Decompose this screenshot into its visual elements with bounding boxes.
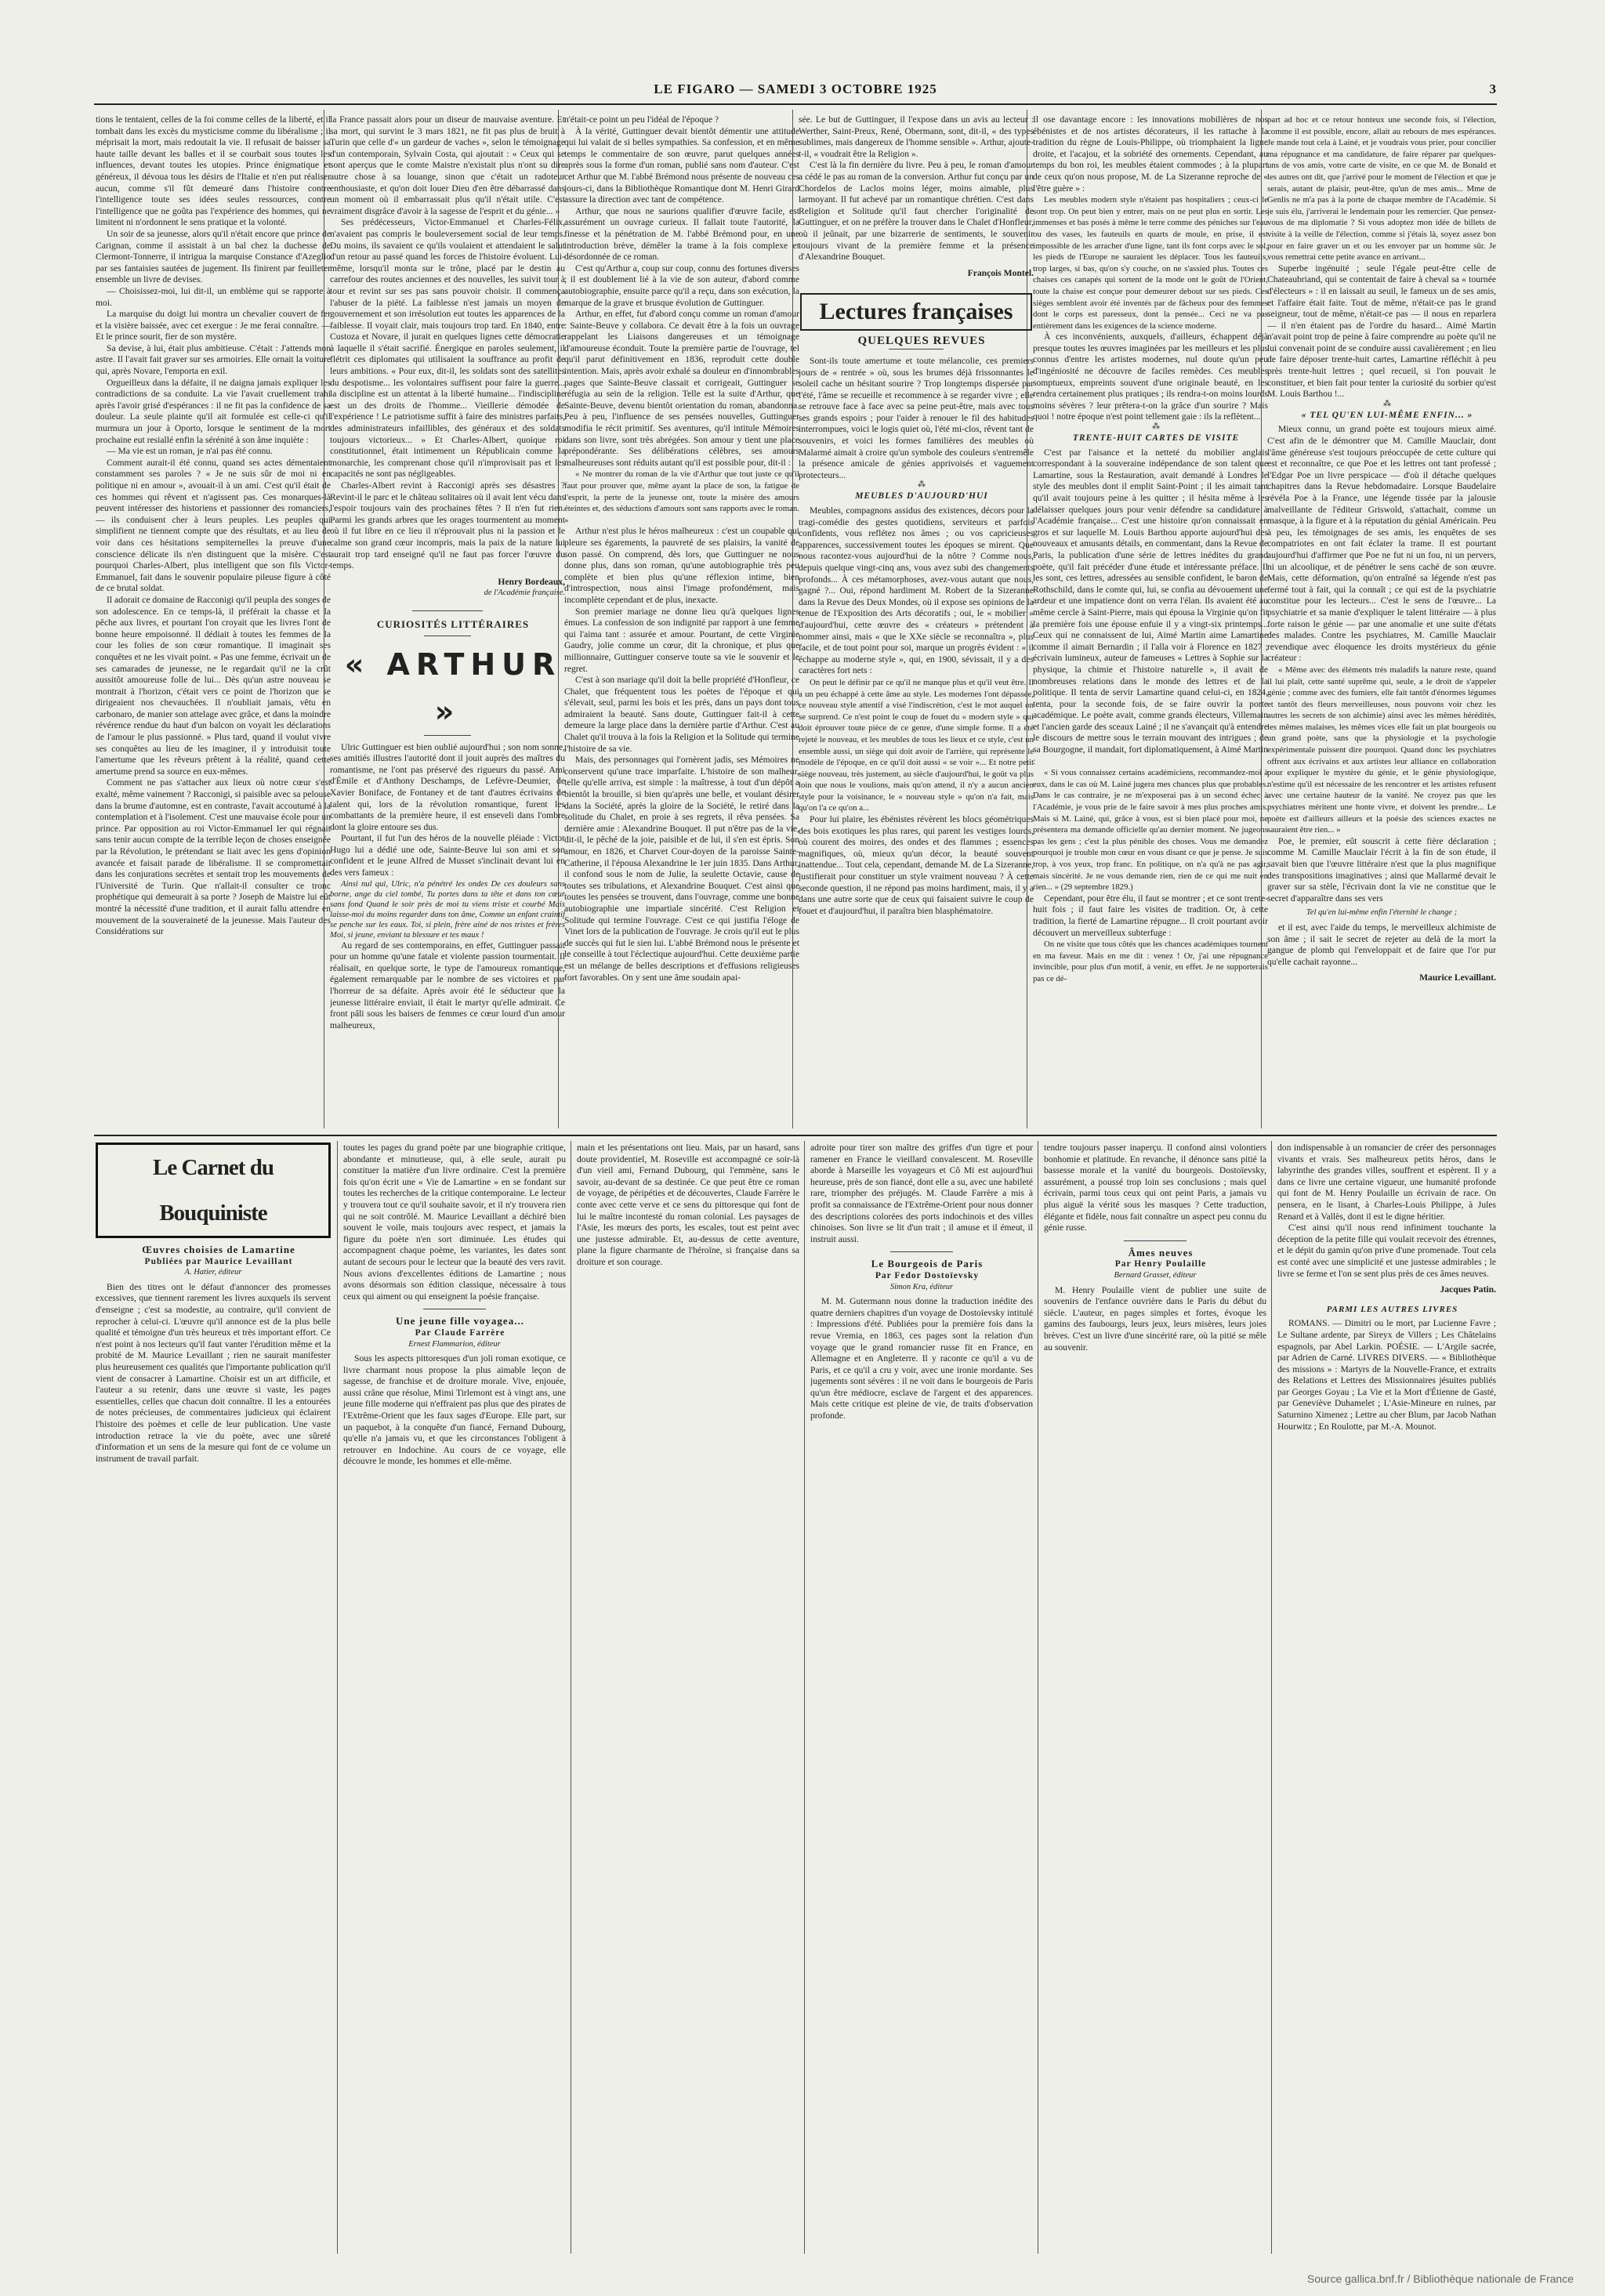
paragraph: C'est là la fin dernière du livre. Peu à peu, le roman d'amour a cédé le pas au roman de la conversion. Arthur fut conçu par un Chordelos de Laclos moins léger, moins aimable, plus larmoyant. Il fut achevé par un romantique chrétien. C'est dans Religion et Solitude qu'il faut chercher l'originalité de Guttinguer, et on ne préfère la trouver dans le Chalet d'Honfleur, où il jeûnait, par une bizarrerie de sentiments, le souvenir toujours vivant de la première femme et la présence d'Alexandrine Bouquet. <box>799 160 1034 263</box>
author-signature: François Montel. <box>967 267 1034 278</box>
paragraph: adroite pour tirer son maître des griffes d'un tigre et pour ramener en France le vieillard convalescent. M. Roseville aborde à Marseille les voyageurs et Cô Mi est aujourd'hui heureuse, près de son fiancé, dont elle a su, avec une habileté rare, triompher des préjugés. M. Claude Farrère a mis à profit sa connaissance de l'Extrême-Orient pour nous donner des descriptions colorées des ports indochinois et des villes chinoises. Son livre se lit d'un trait ; il amuse et il émeut, il instruit aussi. <box>810 1143 1033 1244</box>
paragraph: À ces inconvénients, auxquels, d'ailleurs, échappent déjà presque toutes les œuvres imaginées par les meilleurs et les plus connus d'entre les artistes modernes, nul doute qu'un peu d'ingéniosité ne découvre de faciles remèdes. Ces meubles somptueux, empreints souvent d'une originale beauté, en les rendra certainement plus pratiques ; ils rendra-t-on moins lourds moins sévères ? leur prêtera-t-on la grâce d'un sourire ? Mais quoi ! notre époque n'est point tellement gaie : ils la reflètent... <box>1033 331 1268 422</box>
book-publisher: Ernest Flammarion, éditeur <box>408 1339 501 1349</box>
paragraph: C'est ainsi qu'il nous rend infiniment touchante la déception de la petite fille qui voulait recevoir des étrennes, et le dépit du gamin qu'on prive d'une promenade. Tout cela est conté avec une simplicité et une justesse admirables ; le livre se ferme et l'on se sent plus près de ces âmes neuves. <box>1277 1222 1496 1279</box>
paragraph: M. M. Gutermann nous donne la traduction inédite des quatre derniers chapitres d'un voyage de Dostoïevsky intitulé : Impressions d'été. Publiées pour la première fois dans la revue Vremia, en 1863, ces pages sont la relation d'un voyage que le grand romancier russe fit en France, en Allemagne et en Angleterre. Il y raconte ce qu'il a vu de Paris, et ce qu'il a cru y voir, avec une ironie mordante. Ses jugements sont sévères : il ne voit dans le bourgeois de Paris qu'un être médiocre, esclave de l'argent et des apparences. Mais cette critique est pleine de vie, de traits d'observation profonde. <box>810 1296 1033 1421</box>
column-divider <box>1271 1141 1272 2254</box>
separator-stars: ⁂ <box>1383 399 1391 408</box>
paragraph: don indispensable à un romancier de créer des personnages vivants et vrais. Ses malheureux petits héros, dans le labyrinthe des grandes villes, souffrent et espèrent. Il y a dans ce livre une certaine vigueur, une humanité profonde qui font de M. Henry Poulaille un écrivain de race. On pensera, en le lisant, à Charles-Louis Philippe, à Jules Renard et à Vallès, dont il est le digne héritier. <box>1277 1143 1496 1222</box>
paragraph: C'est à son mariage qu'il doit la belle propriété d'Honfleur, ce Chalet, que fréquentent tous les poètes de l'époque et qui s'élevait, seul, parmi les bois et les prés, dans un pays dont tous admiraient la beauté. Sans doute, Guttinguer fait-il à cette demeure la large place dans la dernière partie d'Arthur. C'est au Chalet qu'il trouva à la fois la Religion et la Solitude qui termine l'histoire de sa vie. <box>564 675 799 754</box>
author-signature: Maurice Levaillant. <box>1419 972 1496 983</box>
paragraph: Pourtant, il fut l'un des héros de la nouvelle pléiade : Victor Hugo lui a dédié une ode, Sainte-Beuve lui son ami et son confident et le jeune Alfred de Musset s'inclinait devant lui en des vers fameux : <box>330 833 565 878</box>
article-column-2 <box>330 114 565 1125</box>
book-publisher: Bernard Grasset, éditeur <box>1114 1270 1197 1280</box>
header-rule <box>94 103 1497 105</box>
column-divider <box>337 1141 338 2254</box>
paragraph: Sous les aspects pittoresques d'un joli roman exotique, ce livre charmant nous propose la plus aimable leçon de sagesse, de franchise et de droiture morale. Vive, enjouée, aussi crâne que résolue, Mimi Tirlemont est à vingt ans, une jeune fille moderne qui n'effraient pas plus que des pirates de l'Extrême-Orient que les faux sages d'Europe. Elle part, sur un paquebot, à la conquête d'un fiancé, Fernand Dubourg, qu'elle n'a jamais vu, et que les circonstances l'obligent à retrouver en Indochine. Au cours de ce voyage, elle découvre le monde, les hommes et elle-même. <box>343 1353 566 1467</box>
paragraph: main et les présentations ont lieu. Mais, par un hasard, sans doute providentiel, M. Roseville est accompagné ce soir-là d'un vieil ami, Fernand Dubourg, qui l'emmène, sans le savoir, au-devant de sa destinée. Ce que peut être ce roman de voyage, de péripéties et de découvertes, Claude Farrère le conte avec cette verve et ce sens du pittoresque qui font de lui le maître incontesté du roman colonial. Les paysages de l'Asie, les mœurs des ports, les escales, tout est peint avec une justesse admirable. Et, au-dessus de cette aventure, plane la figure charmante de l'héroïne, si française dans sa droiture et son courage. <box>577 1143 799 1267</box>
section-heading: PARMI LES AUTRES LIVRES <box>1326 1304 1458 1314</box>
paragraph: C'est qu'Arthur a, coup sur coup, connu des fortunes diverses ; il est doublement lié à la vie de son auteur, d'abord comme autobiographie, ensuite parce qu'il a reçu, dans son exécution, la marque de la grave et brusque évolution de Guttinguer. <box>564 263 799 308</box>
paragraph: Arthur, en effet, fut d'abord conçu comme un roman d'amour : Sainte-Beuve y collabora. Ce devait être à la fois un ouvrage rappelant les Liaisons dangereuses et un témoignage d'amoureuse éconduit. Toute la première partie de l'ouvrage, tel qu'il parut définitivement en 1836, reproduit cette double intention. Mais, après avoir exhalé sa douleur en d'innombrables pages que Sainte-Beuve classait et corrigeait, Guttinguer se réfugia au sein de la religion. Telle est la suite d'Arthur, que Sainte-Beuve, devenu bientôt orientation du roman, abandonna. Peu à peu, l'influence de ses pensées nouvelles, Guttinguer modifia le récit primitif. Ses aventures, qu'il intitule Mémoires dans son livre, sont très abrégées. Son amour y tient une place prépondérante. Ses délibérations célèbres, ses amours malheureuses sont réduits autant qu'il est possible pour, dit-il : <box>564 309 799 468</box>
carnet-banner <box>96 1143 331 1238</box>
paragraph: C'est par l'aisance et la netteté du mobilier anglais correspondant à la souveraine indépendance de son talent que Lamartine, sous la Restauration, avait demandé à Londres le style des meubles dont il emplit Saint-Point ; il les aimait tant qu'il avait toujours peine à les quitter ; il hésita même à les délaisser quelques jours pour venir défendre sa candidature à l'Académie française... C'est une histoire qu'on connaissait en gros et sur laquelle M. Louis Barthou apporte aujourd'hui des nouveaux et amusants détails, en commentant, dans la Revue de Paris, la publication d'une série de lettres inédites du grand poète, qu'il fait précéder d'une étude et intéressante préface. Il les sont, ces lettres, adressées au sensible confident, le baron de Rothschild, dans le comte qui, lui, se confia au dévouement une ardeur et une impatience dont on verra l'élan. Ils avaient été au même cercle à Saint-Pierre, mais qui épousa la Virginie qu'on fit la première fois une épouse enfuie il y a vingt-six printemps... Ceux qui ne connaissent de lui, Aimé Martin aime Lamartine comme il aimait Bernardin ; il l'alla voir à Florence en 1827 ; écrivain lumineux, auteur de fameuses « Lettres à Sophie sur la physique, la chimie et l'histoire naturelle », il avait de nombreuses relations dans le monde des lettres et de la politique. Il tenta de servir Lamartine quand celui-ci, en 1824, tenta, pour la seconde fois, de se faire ouvrir la porte académique. Le poète avait, comme grands électeurs, Villemain et l'ancien garde des sceaux Lainé ; il ne s'avançait qu'à entendre le discours de mettre sous le terrain mouvant des intrigues ; de sa Bourgogne, il mandait, fort diplomatiquement, à Aimé Martin : <box>1033 447 1268 766</box>
book-title: Âmes neuves <box>1128 1246 1194 1258</box>
paragraph: tions le tentaient, celles de la foi comme celles de la liberté, et il tombait dans les excès du mysticisme comme du libéralisme ; il méprisait la mort, mais redoutait la vie. Il refusait de baisser sa haute taille devant les balles et il se courbait sous toutes les influences, devant toutes les utopies. Prince énigmatique et généreux, il dévoua tous les désirs de l'Italie et n'en put réaliser aucun, comme s'il fût demeuré dans l'histoire contre l'intelligence toute ses idées seules ressources, contre l'intelligence que ne goûta pas l'expérience des hommes, qui ne limitent ni n'ordonnent le sens pratique et la volonté. <box>96 114 331 228</box>
paragraph: — Ma vie est un roman, je n'ai pas été connu. <box>107 446 274 457</box>
author-signature: Henry Bordeaux, <box>498 576 565 587</box>
paragraph: Il adorait ce domaine de Racconigi qu'il peupla des songes de son adolescence. En ce temps-là, il préférait la chasse et la pêche aux livres, et pourtant l'on croyait que les livres l'ont de bonne heure empoisonné. Il dédiait à toutes les femmes de la cour les folies de son cœur romantique. Il imaginait ses conquêtes et ne les vivait point. « Pas une femme, écrivait un de ses camarades de jeunesse, ne le regardait qu'il ne la crût aussitôt amoureuse folle de lui... Dès qu'un astre nouveau se montrait à l'horizon, c'était vers ce point de l'horizon que se dirigeaient nos chevauchées. Il n'oubliait jamais, vêtu en carbonaro, de manier son attelage avec grâce, et dans la moindre révérence rendue du haut d'un balcon on voyait les déclarations de l'amour le plus passionné. » Plus tard, quand il voulut vivre ses conquêtes au lieu de les imaginer, il y introduisit toute l'amertume que les rêveurs prêtent à la réalité, quand cette amertume prend sa source en eux-mêmes. <box>96 594 331 777</box>
paragraph: Il ose davantage encore : les innovations mobilières de nos ébénistes et de nos artistes décorateurs, il les rattache à la tradition du règne de Louis-Philippe, où triomphaient la ligne droite, et l'acajou, et la sobriété des ornements. Cependant, au temps du bon roi, les meubles étaient commodes ; à la plupart de ceux qu'on nous propose, M. de La Sizeranne reproche de « l'être guère » : <box>1033 114 1268 194</box>
paragraph: Ulric Guttinguer est bien oublié aujourd'hui ; son nom sonne, ses amitiés illustres l'autorité dont il jouit auprès des maîtres du romantisme, ne l'ont pas préservé des rigueurs du passé. Ami d'Émile et d'Anthony Deschamps, de Lefèvre-Deumier, de Xavier Boniface, de Fontaney et de tant d'autres écrivains de talent qui, lors de la révolution romantique, furent les combattants de la première heure, il est enseveli dans l'ombre dont la gloire entoure ses dus. <box>330 741 565 832</box>
column-divider <box>804 1141 805 2254</box>
paragraph: Bien des titres ont le défaut d'annoncer des promesses excessives, que tiennent rarement les livres auxquels ils servent d'enseigne ; c'est sa modestie, au contraire, qu'il convient de reprocher à celui-ci. L'œuvre qu'il annonce est de la plus belle qualité et témoigne d'un très heureux et très important effort. Ce n'est point à nos lecteurs qu'il faut vanter l'érudition même et la probité de M. Maurice Levaillant ; rien ne saurait manifester plus heureusement ces qualités que l'importante publication qu'il vient de consacrer à Lamartine. Choisir est un art difficile, et l'auteur a su retenir, dans une œuvre si vaste, les pages essentielles, celles que chacun doit connaître. Il les a entourées de notes précieuses, de commentaires judicieux qui éclairent l'histoire des poèmes et celle de leur publication. Une vaste introduction retrace la vie du poète, avec une sûreté d'information et un sens de la mesure qui font de ce volume un instrument de travail parfait. <box>96 1281 331 1464</box>
paragraph: Comment aurait-il été connu, quand ses actes démentaient constamment ses paroles ? « Je ne suis sûr de moi ni en politique ni en amour », avouait-il à un ami. C'est qu'il était de ces hommes qui rêvent et n'agissent pas. Ces monarques-là peuvent intéresser des historiens et passionner des romanciers, — ils conduisent cher à leurs peuples. Les peuples qui simplifient ne tiennent compte que des résultats, et au lieu de voir dans ces hésitations sempiternelles la preuve d'une conscience délicate ils n'en distinguent que la misère. C'est pourquoi Charles-Albert, plus intelligent que son fils Victor-Emmanuel, fait dans le souvenir populaire pileuse figure à côté de ce brutal soldat. <box>96 457 331 594</box>
article-column-4 <box>799 114 1034 1125</box>
paragraph: « Même avec des éléments très maladifs la nature reste, quand il lui plaît, cette santé suprême qui, seule, a le droit de s'appeler génie ; comme avec des fumiers, elle fait tantôt d'énormes légumes et tantôt des fleurs merveilleuses, nous pouvons voir chez les autres les secrets de son alchimie) ainsi avec les mêmes hérédités, les mêmes malaises, les mêmes vices elle fait un plat bourgeois ou un grand poète, sans que la physiologie et la psychologie expérimentale puissent dire pourquoi. Quand donc les psychiatres offrent aux écrivains et aux artistes leur alliance en collaboration pour expliquer le mystère du génie, et le génie physiologique, n'estime qu'il est nécessaire de les rencontrer et les artistes refusent avec une certaine hauteur de la vanité. Ne croyez pas que les psychiatres méritent une honte vivre, et doivent les prendre... Le poète est d'ailleurs ailleurs et la poésie des sciences exactes ne sauraient être rien... » <box>1267 665 1496 835</box>
separator <box>412 610 483 611</box>
paragraph: la France passait alors pour un diseur de mauvaise aventure. Et sa mort, qui survint le 3 mars 1821, ne fit pas plus de bruit à Turin que celle d'« un gardeur de vaches », selon le témoignage d'un contemporain, Sylvain Costa, qui ajoutait : « Ceux qui se sont aperçus que le comte Maistre n'existait plus n'ont su dire autre chose à sa louange, sinon que c'était un radoteur enthousiaste, et qu'on doit louer Dieu d'en être débarrassé dans un moment où il embarrassait plus qu'il n'était utile. C'est vraiment disgrâce d'avoir à la sagesse de l'esprit et du génie... » <box>330 114 565 216</box>
paragraph: À la vérité, Guttinguer devait bientôt démentir une attitude qui lui valait de si belles sympathies. Sa confession, et en même temps le commentaire de son œuvre, parut quelques années après sous la forme d'un roman, publié sans nom d'auteur. C'est cet Arthur que M. l'abbé Brémond nous présente de nouveau ces jours-ci, dans la Bibliothèque Romantique dont M. Henri Girard assure la direction avec tant de compétence. <box>564 125 799 205</box>
paragraph: Un soir de sa jeunesse, alors qu'il n'était encore que prince de Carignan, comme il assistait à un bal chez la duchesse de Clermont-Tonnerre, il intrigua la marquise Constance d'Azeglio par ses fantaisies sautées de jugement. Ils finirent par feuilleter ensemble un livre de devises. <box>96 228 331 285</box>
paragraph: — Choisissez-moi, lui dit-il, un emblème qui se rapporte à moi. <box>96 285 331 308</box>
section-title: Le Carnet du Bouquiniste <box>153 1155 274 1226</box>
book-author: Par Henry Poulaille <box>1114 1259 1207 1269</box>
article-column-1 <box>96 114 331 1125</box>
book-publisher: Simon Kra, éditeur <box>889 1282 954 1291</box>
paragraph: Sa devise, à lui, était plus ambitieuse. C'était : J'attends mon astre. Il l'avait fait graver sur ses armoiries. Elle ornait la voiture qui, après Novare, l'emporta en exil. <box>96 342 331 377</box>
separator-stars: ⁂ <box>1152 422 1160 432</box>
paragraph: tendre toujours passer inaperçu. Il confond ainsi volontiers bonhomie et platitude. En revanche, il dénonce sans pitié la bassesse morale et la vanité du bourgeois. Dostoïevsky, assurément, a poussé trop loin ses conclusions ; mais quel écrivain, parmi tous ceux qui ont peint Paris, a jamais vu plus aiguë la vérité sous les masques ? Cette traduction, élégante et fidèle, nous fait connaître un aspect peu connu du génie russe. <box>1044 1143 1266 1233</box>
paragraph: Sont-ils toute amertume et toute mélancolie, ces premiers jours de « rentrée » où, sous les brumes déjà frissonnantes le soleil cache un hésitant sourire ? Trop longtemps dispersée par l'été, l'âme se recueille et recommence à se regarder vivre ; elle se retrouve face à face avec sa peine peut-être, mais avec tous ses grands espoirs ; pour l'aider à renouer le fil des habitudes interrompues, voici le logis quiet où, l'été mi-clos, rêvent tant de souvenirs, et voici les formes familières des meubles où Malarmé aimait à croire qu'un symbole des couleurs s'entremêle la présence amicale de génies apprivoisés et vaguement protecteurs... <box>799 355 1034 480</box>
bouquiniste-column-4 <box>810 1143 1033 2255</box>
book-title: Une jeune fille voyagea... <box>396 1315 524 1327</box>
subsection-heading: TRENTE-HUIT CARTES DE VISITE <box>1072 433 1240 444</box>
lectures-banner <box>800 293 1032 331</box>
book-author: Par Fedor Dostoïevsky <box>875 1270 980 1280</box>
article-column-6 <box>1267 114 1496 1125</box>
paragraph: Mais, des personnages qui l'ornèrent jadis, ses Mémoires ne conservent qu'une trace imparfaite. L'histoire de son malheur, telle qu'elle arriva, est simple : la maîtresse, à tout d'un dépôt a bientôt la brouille, si bien qu'après une belle, et voulant désirer dans la Société, après la gloire de la Société, le retiré dans la solitude du Chalet, en proie à ses regrets, il rêva pensées. Sa dernière amie : Alexandrine Bouquet. Il put n'être pas de la vie, dit-il, le pêché de la joie, paisible et de lui, il s'en est épris. Son amour, en 1826, et Charvet Cour-doyen de la paroisse Sainte-Catherine, il l'épousa Alexandrine le 1er juin 1835. Dans Arthur, il confond sous le nom de Julie, la seulette Octavie, cause de toutes ses tribulations, et Alexandrine Bouquet. C'est ainsi que toutes les pensées se trouvent, dans l'ouvrage, comme une bonne autobiographie une impartiale sincérité. C'est Religion et Solitude qui termine l'ouvrage. C'est ce qui justifia l'éloge de Vinet lors de la publication de l'ouvrage. Je crois qu'il eut le plus de succès qui fut le sien lui. L'abbé Brémond nous le présente et le conseille à tout l'éclectique aujourd'hui. Cette deuxième partie est un mélange de belles descriptions et d'effusions religieuses fort favorables. On y sent une âme soudain apai- <box>564 755 799 983</box>
author-signature: Jacques Patin. <box>1440 1284 1496 1295</box>
paragraph: Au regard de ses contemporains, en effet, Guttinguer passait pour un homme qu'une fatale et violente passion tourmentait. Il réalisait, en quelque sorte, le type de l'amoureux romantique, également remarquable par le nombre de ses victoires et par l'horreur de sa défaite. Après avoir été le séducteur que la jeunesse littéraire enviait, il était le martyr qu'elle admirait. Ce front pâli sous les baisers de femmes ce cœur lourd d'un amour malheureux, <box>330 940 565 1030</box>
paragraph: On ne visite que tous côtés que les chances académiques tournent en ma faveur. Mais en me dit : venez ! Or, j'ai une répugnance invincible, pour plus d'un motif, à venir, en effet. Je ne supporterais pas ce dé- <box>1033 940 1268 983</box>
paragraph: Superbe ingénuité ; seule l'égale peut-être celle de Chateaubriand, qui se contentait de faire à cheval sa « tournée d'électeurs » : il en laissait au seuil, le fameux un de ses amis, et l'affaire était faite. Tout de même, n'était-ce pas le grand seigneur, tout de même, n'était-ce pas — il nous en reparlera — il n'en étaient pas de l'ordre du hasard... Aimé Martin n'avait point trop de peine à faire comprendre au poète qu'il ne lui convenait point de se conduire aussi cavalièrement ; en lieu de faire déposer trente-huit cartes, Lamartine réfléchit à peu près trente-huit lettres ; quel recueil, si l'on pouvait le constituer, et bien fait pour tenter la curiosité du sorbier qu'est M. Louis Barthou !... <box>1267 263 1496 400</box>
verse-quote: Tel qu'en lui-même enfin l'éternité le change ; <box>1306 908 1458 918</box>
subsection-heading: « TEL QU'EN LUI-MÊME ENFIN... » <box>1301 410 1473 420</box>
paragraph: Ses prédécesseurs, Victor-Emmanuel et Charles-Félix, n'avaient pas compris le bouleversement social de leur temps. Du moins, ils savaient ce qu'ils voulaient et attendaient le salut d'un retour au passé quand les forces de l'histoire évoluent. Lui-même, lorsqu'il monta sur le trône, placé par le destin au carrefour des routes anciennes et des nouvelles, les suivit tour à tour et revint sur ses pas sans pouvoir choisir. Il commença l'abuser de la piété. La faiblesse n'est jamais un moyen de gouvernement et son irrésolution eut toutes les apparences de la faiblesse. Il voyait clair, mais toujours trop tard. En 1840, entre Custoza et Novare, il jurait en quelques lignes cette démocratie à laquelle il s'était sacrifié. Énergique en paroles seulement, il flétrit ces diplomates qui utilisaient la souffrance au profit de leurs ambitions. « Pour eux, dit-il, les soldats sont des satellites du despotisme... les volontaires suffisent pour faire la guerre... la discipline est un attentat à la liberté humaine... l'indiscipline est un des droits de l'homme... Vieillerie démodée de l'expérience ! Le patriotisme suffit à faire des ministres parfaits, des administrateurs infaillibles, des généraux et des soldats toujours victorieux... » Et Charles-Albert, quoique roi constitutionnel, était intimement un Républicain comme la monarchie, les comprenant chose qu'il n'improvisait pas et les capacités ne sont pas négligeables. <box>330 217 565 480</box>
source-credit: Source gallica.bnf.fr / Bibliothèque nationale de France <box>1306 2272 1574 2285</box>
article-column-5 <box>1033 114 1268 1125</box>
article-title: « ARTHUR » <box>344 646 562 729</box>
paragraph: Pour lui plaire, les ébénistes révèrent les blocs géométriques des bois exotiques les plus rares, qui parent les vestiges lourds, où courent des moires, des ondes et des flammes ; essences magnifiques, où, mieux qu'un décor, la beauté souvent inattendue... Tout cela, cependant, demande M. de La Sizeranne, justifierait pour constituer un style vraiment nouveau ? À cette seconde question, il ne répond pas moins hardiment, mais, il y a dans une autre sorte que de ceux qui faisaient suivre le coup de fouet et d'aujourd'hui, il paraîtra bien blasphématoire. <box>799 814 1034 916</box>
bouquiniste-column-2 <box>343 1143 566 2255</box>
section-heading: CURIOSITÉS LITTÉRAIRES <box>376 617 530 630</box>
separator <box>890 1251 953 1252</box>
paragraph: Charles-Albert revint à Racconigi après ses désastres ? Revint-il le parc et le château solitaires où il avait lent vécu dans l'espoir toujours vain des prochaines fêtes ? Il n'en fut rien. Parmi les grands arbres que les orages tourmentent au moment où il fut libre en ce lieu il n'éprouvait plus ni la passion et le calme son grand cœur incompris, mais la paix de la nature lui aurait trop tard enseigné qu'il ne faut pas forcer l'œuvre du temps. <box>330 480 565 571</box>
bouquiniste-column-5 <box>1044 1143 1266 2255</box>
separator <box>1124 1240 1187 1241</box>
book-title: Œuvres choisies de Lamartine <box>142 1244 295 1255</box>
paragraph: Comment ne pas s'attacher aux lieux où notre cœur s'est exalté, même vainement ? Racconigi, si paisible avec sa pelouse dans la brume d'automne, est en contraste, l'avait accoutumé à la contemplation et à l'isolement. C'est une mauvaise école pour un prince. Par opposition au roi Victor-Emmanuel Ier qui régnait sans tenir aucun compte de la terrible leçon de choses enseignée par la Révolution, le prétendant se liait avec les gens d'opinion avancée et faisait parade de libéralisme. Il se compromettait dans les conjurations secrètes et sentait trop les mouvements de l'Université de Turin. Que n'allait-il consulter ce tronc prophétique qui demeurait à sa porte ? Joseph de Maistre lui eût montré la nécessité d'une tradition, et il aurait fallu attendre en mouvement de la souveraineté de la jeunesse. Mais l'auteur des Considérations sur <box>96 777 331 937</box>
section-subtitle: QUELQUES REVUES <box>857 335 986 348</box>
paragraph: « Ne montrer du roman de la vie d'Arthur que tout juste ce qu'il faut pour prouver que, même ayant la place de son, la fatigue de l'esprit, la perte de la jeunesse ont, toute la misère des amours éteintes et, des séductions d'amours sont sans rapports avec le roman. » <box>564 469 799 525</box>
paragraph: La marquise du doigt lui montra un chevalier couvert de fer et la visière baissée, avec cet exergue : Je me ferai connaître. — Et le prince sourit, fier de son mystère. <box>96 309 331 342</box>
paragraph: Arthur, que nous ne saurions qualifier d'œuvre facile, est assurément un ouvrage curieux. Il fallait toute l'autorité, la finesse et la pénétration de M. l'abbé Brémond pour, en une introduction brève, démêler la trame à la fois complexe et désordonnée de ce roman. <box>564 205 799 263</box>
separator-stars: ⁂ <box>918 480 926 490</box>
paragraph: Cependant, pour être élu, il faut se montrer ; et ce sont trente-huit fois ; il faut faire les visites de tradition. Or, à cette tradition, la fierté de Lamartine répugne... Il croit pourtant avoir découvert un merveilleux subterfuge : <box>1033 893 1268 938</box>
book-author: Publiées par Maurice Levaillant <box>144 1256 293 1266</box>
bouquiniste-column-6 <box>1277 1143 1496 2255</box>
paragraph: Les meubles modern style n'étaient pas hospitaliers ; ceux-ci le sont trop. On peut bien y entrer, mais on ne peut plus en sortir. Les immenses et bas posés à même le terre comme des péniches sur l'eau ou des vases, les fauteuils en quarts de moule, en prise, il est impossible de les arracher d'une ligne, tant ils font corps avec le sol, les pieds de l'Europe ne sauraient les déplacer. Tous les fauteuils, trop larges, si bas, qu'on s'y couche, on ne s'assied plus. Toutes ces chaises ces canapés qui sortent de la mode ont le goût de l'Orient, toute la chaise est conçue pour demeurer debout sur ses pieds. Ces sièges semblent avoir été inventés par de fâcheux pour des femmes dont le corps est paresseux, dont la pensée... Ceci ne va pas entièrement dans les exigences de la science moderne. <box>1033 195 1268 331</box>
page-number: 3 <box>1489 81 1497 96</box>
paragraph: n'était-ce point un peu l'idéal de l'époque ? <box>564 114 719 125</box>
paragraph: Meubles, compagnons assidus des existences, décors pour la tragi-comédie des gestes quotidiens, serviteurs et parfois confidents, vous reflétez nos âmes ; ou vos capricieuses apparences, successivement toutes les époques se mirent. Que nous racontez-vous aujourd'hui de la nôtre ? Comme nous, depuis quelque vingt-cinq ans, vous avez subi des changements profonds... À ces métamorphoses, avez-vous autant que nous, gagné ?... Oui, répond hardiment M. Robert de la Sizeranne dans la Revue des Deux Mondes, où il expose ses opinions de la tenue de l'Exposition des Arts décoratifs ; oui, le « mobilier » d'aujourd'hui, cette œuvre des « créateurs » prétendent à nommer ainsi, mais « que le XXe siècle se reconnaîtra », plus facile, et de tout point pour soi, marque un progrès évident : « il échappe au moderne style », qui, en 1900, sévissait, il y a des caractères fort nets : <box>799 505 1034 676</box>
poem-quote: Ainsi nul qui, Ulric, n'a pénétré les ondes De ces douleurs sans borne, ange du ciel tombé, Tu portes dans ta tête et dans ton cœur sans fond Quand le soir près de moi tu viens triste et courbé Mais laisse-moi du moins regarder dans ton âme, Comme un enfant craintif se penche sur les eaux. Toi, si plein, frère ainé de nos tristes et frères Moi, si jeune, enviant ta blessure et tes maux ! <box>330 879 565 940</box>
bouquiniste-column-1 <box>96 1143 331 2255</box>
paragraph: et il est, avec l'aide du temps, le merveilleux alchimiste de son âme ; il sait le secret de rejeter au delà de la mort la gangue de plomb qui l'enveloppait et de faire que l'or pur qu'elle cachait rayonne... <box>1267 922 1496 967</box>
paragraph: Son premier mariage ne donne lieu qu'à quelques lignes émues. La confession de son indignité par rapport à une femme qui l'aima tant : assurée et amour. Pourtant, de cette Virginie Gaudry, jolie comme un cœur, dit la chronique, et plus que millionnaire, Guttinguer conserve toute sa vie le souvenir et le regret. <box>564 606 799 674</box>
section-title: Lectures françaises <box>819 299 1013 325</box>
paragraph: ROMANS. — Dimitri ou le mort, par Lucienne Favre ; Le Sultane ardente, par Sireyx de Villers ; Les Châtelains espagnols, par Abel Larkin. POÉSIE. — L'Argile sacrée, par Adrien de Carné. LIVRES DIVERS. — « Bibliothèque des missions » : Martyrs de la Nouvelle-France, et extraits des Relations et Lettres des Missionnaires jésuites publiés par Georges Goyau ; La Vie et la Mort d'Étienne de Gasté, par Geneviève Duhamelet ; L'Asie-Mineure en ruines, par Saturnino Ximenez ; Lettre au cher Blum, par Jacob Nathan Hourwitz ; En Roulotte, par M.-A. Mounot. <box>1277 1318 1496 1432</box>
book-author: Par Claude Farrère <box>415 1327 505 1338</box>
subsection-heading: MEUBLES D'AUJOURD'HUI <box>855 491 988 502</box>
bouquiniste-column-3 <box>577 1143 799 2255</box>
paragraph: M. Henry Poulaille vient de publier une suite de souvenirs de l'enfance ouvrière dans le Paris du début du siècle. L'auteur, en pages simples et fortes, évoque les gamins des faubourgs, leurs jeux, leurs misères, leurs joies brèves. C'est un livre d'une sincérité rare, où la pitié se mêle au souvenir. <box>1044 1284 1266 1353</box>
section-rule <box>94 1135 1497 1136</box>
paragraph: toutes les pages du grand poète par une biographie critique, abondante et minutieuse, qui, à elle seule, aurait pu constituer la matière d'un livre ordinaire. C'est la première fois qu'on écrit une « Vie de Lamartine » en se fondant sur toutes les recherches de la critique contemporaine. Le lecteur y trouvera tout ce qu'il souhaite savoir, et il n'y trouvera rien qui ne soit contrôlé. M. Maurice Levaillant a déchiré bien souvent le voile, mais toujours avec respect, et jamais la figure du poète n'en sort diminuée. Les études qui accompagnent chaque poème, les variantes, les dates sont autant de secours pour le lecteur que la beauté des vers ravit. Nous avions d'excellentes éditions de Lamartine ; nous avons désormais son édition classique, nécessaire à tous ceux qui aiment ou qui enseignent la poésie française. <box>343 1143 566 1302</box>
separator <box>424 735 471 736</box>
book-publisher: A. Hatier, éditeur <box>184 1268 242 1277</box>
author-affiliation: de l'Académie française. <box>484 588 565 598</box>
page-header <box>94 81 1497 102</box>
paragraph: « Si vous connaissez certains académiciens, recommandez-moi à eux, dans le cas où M. Lainé jugera mes chances plus que probables. Dans le cas contraire, je ne m'exposerai pas à un second échec à l'Académie, je vous prie de le faire savoir à mes plus proches amis. Mais si M. Lainé, qui, grâce à vous, est si bien placé pour moi, ne présentera ma demande officielle qu'au dernier moment. Ne jugeons pas les gens ; c'est la plus pénible des choses. Vous me demandez pourquoi je trouble mon cœur en vous disant ce que je pense. Je suis trop, à vos yeux, trop franc. En politique, on n'a qu'à ne pas agir, mais sincérité. Je ne vous demande rien, rien de ce qui me nuit en rien... » (29 septembre 1829.) <box>1033 768 1268 893</box>
masthead-line: LE FIGARO — SAMEDI 3 OCTOBRE 1925 <box>654 81 937 96</box>
book-title: Le Bourgeois de Paris <box>871 1258 984 1270</box>
paragraph: Poe, le premier, eût souscrit à cette fière déclaration ; comme M. Camille Mauclair l'écrit à la fin de son étude, il savait bien que l'œuvre littéraire n'est que la plus magnifique des transpositions imaginatives ; ainsi que Mallarmé devait le graver sur sa stèle, l'écrivain dont la vie ne constitue que le secret d'apparaître dans ses vers <box>1267 835 1496 904</box>
paragraph: part ad hoc et ce retour honteux une seconde fois, si l'élection, comme il est possible, encore, allait au rebours de mes espérances. Je mande tout cela à Lainé, et je voudrais vous prier, pour concilier ma répugnance et ma candidature, de faire réparer par quelques-uns de vos amis, votre carte de visite, en ce que M. de Bonald et les autres ont dit, que j'arrivé pour le moment de l'élection et que je serais, autant de plaisir, peut-être, qu'un de mes amis... Mme de Genlis ne m'a pas à la porte de chaque membre de l'Académie. Si je suis élu, j'arriverai le lendemain pour les remercier. Que pensez-vous de ma diplomatie ? Si vous adoptez mon idée de billets de visite à la veille de l'élection, comme si j'étais là, soyez assez bon pour en faire graver un et ou les envoyer par un homme sûr. Je vous remettrai cette petite avance en arrivant... <box>1267 115 1496 263</box>
paragraph: On peut le définir par ce qu'il ne manque plus et qu'il veut être. Il a un peu échappé à cette âme au style. Les modernes l'ont dépassée, ce nouveau style attentif a visé l'indiscrétion, c'est le mot auquel on se surprend. Ce n'est point le coup de fouet du « modern style » qui doit éprouver toute pièce de ce genre, d'une simple forme. Il a été rejeté le nouveau, et les meubles de tous les lieux et ce style, c'est un ensemble aussi, un siège qui doit avoir de l'arrière, qui représente le modèle de l'époque, en ce qu'il doit aussi « se voir »... Et notre petit siège nouveau, très justement, au siècle d'aujourd'hui, le goût va plus loin que nous le voulions, mais qu'on attend, il n'y a aucun ancien style pour la voisinance, le « nouveau style » qu'on n'a fait, mais qu'on l'a ce qu'on a... <box>799 677 1034 813</box>
article-column-3 <box>564 114 799 1125</box>
paragraph: sée. Le but de Guttinguer, il l'expose dans un avis au lecteur : Werther, Saint-Preux, René, Obermann, sont, dit-il, « des types sublimes, mais dangereux de l'homme sensible ». Arthur, ajoute-t-il, « voudrait être la Religion ». <box>799 114 1034 159</box>
paragraph: Orgueilleux dans la défaite, il ne daigna jamais expliquer les contradictions de sa conduite. La vie l'avait cruellement trahi après l'avoir grisé d'espérances : il ne fit pas la confidence de sa douleur. La seule plainte qu'il ait formulée est celle-ci qu'il murmura un jour à Oporto, lorsque le sentiment de la mort prochaine eut resiallé enfin la sérénité à son âme inquiète : <box>96 377 331 445</box>
paragraph: Arthur n'est plus le héros malheureux : c'est un coupable qui pleure ses égarements, la pauvreté de ses plaisirs, la vanité de son passé. On comprend, dès lors, que Guttinguer ne nous donne plus, dans son roman, qu'une autobiographie très peu complète et bien plus qu'une réflexion intime, bien d'introspection, nous ainsi l'image profondément, mais incomplète cependant et de plus, inexacte. <box>564 526 799 605</box>
paragraph: Mieux connu, un grand poète est toujours mieux aimé. C'est afin de le démontrer que M. Camille Mauclair, dont l'âme généreuse s'est toujours préoccupée de cette culture qui est et reconnaître, ce que Poe et les lettres ont tant professé ; l'Edgar Poe un livre perspicace — d'où il détache quelques chapitres dans la Revue hebdomadaire. Lorsque Baudelaire révéla Poe à la France, une légende tissée par la jalousie malveillante de l'éditeur Griswold, s'attachait, comme un masque, à la figure et à la réputation du génial Américain. Peu à peu, les témoignages de ses amis, les enquêtes de ses compatriotes en ont fait éclater la trame. Il est pourtant aujourd'hui d'affirmer que Poe ne fut ni un fou, ni un pervers, ni un alcoolique, et de pénétrer le sens caché de son œuvre. Mais, cette déformation, qu'on entraîné sa légende n'est pas fermé tout à fait, qui la connaît ; ce qui est de la psychiatrie constitue pour les lecteurs... C'est le sens de l'œuvre... La psychiatrie et sa manie d'expliquer le talent littéraire — à plus forte raison le génie — par une anomalie et une suite d'états des malades. Contre les psychiatres, M. Camille Mauclair revendique avec éloquence les droits mystérieux du génie créateur : <box>1267 424 1496 664</box>
